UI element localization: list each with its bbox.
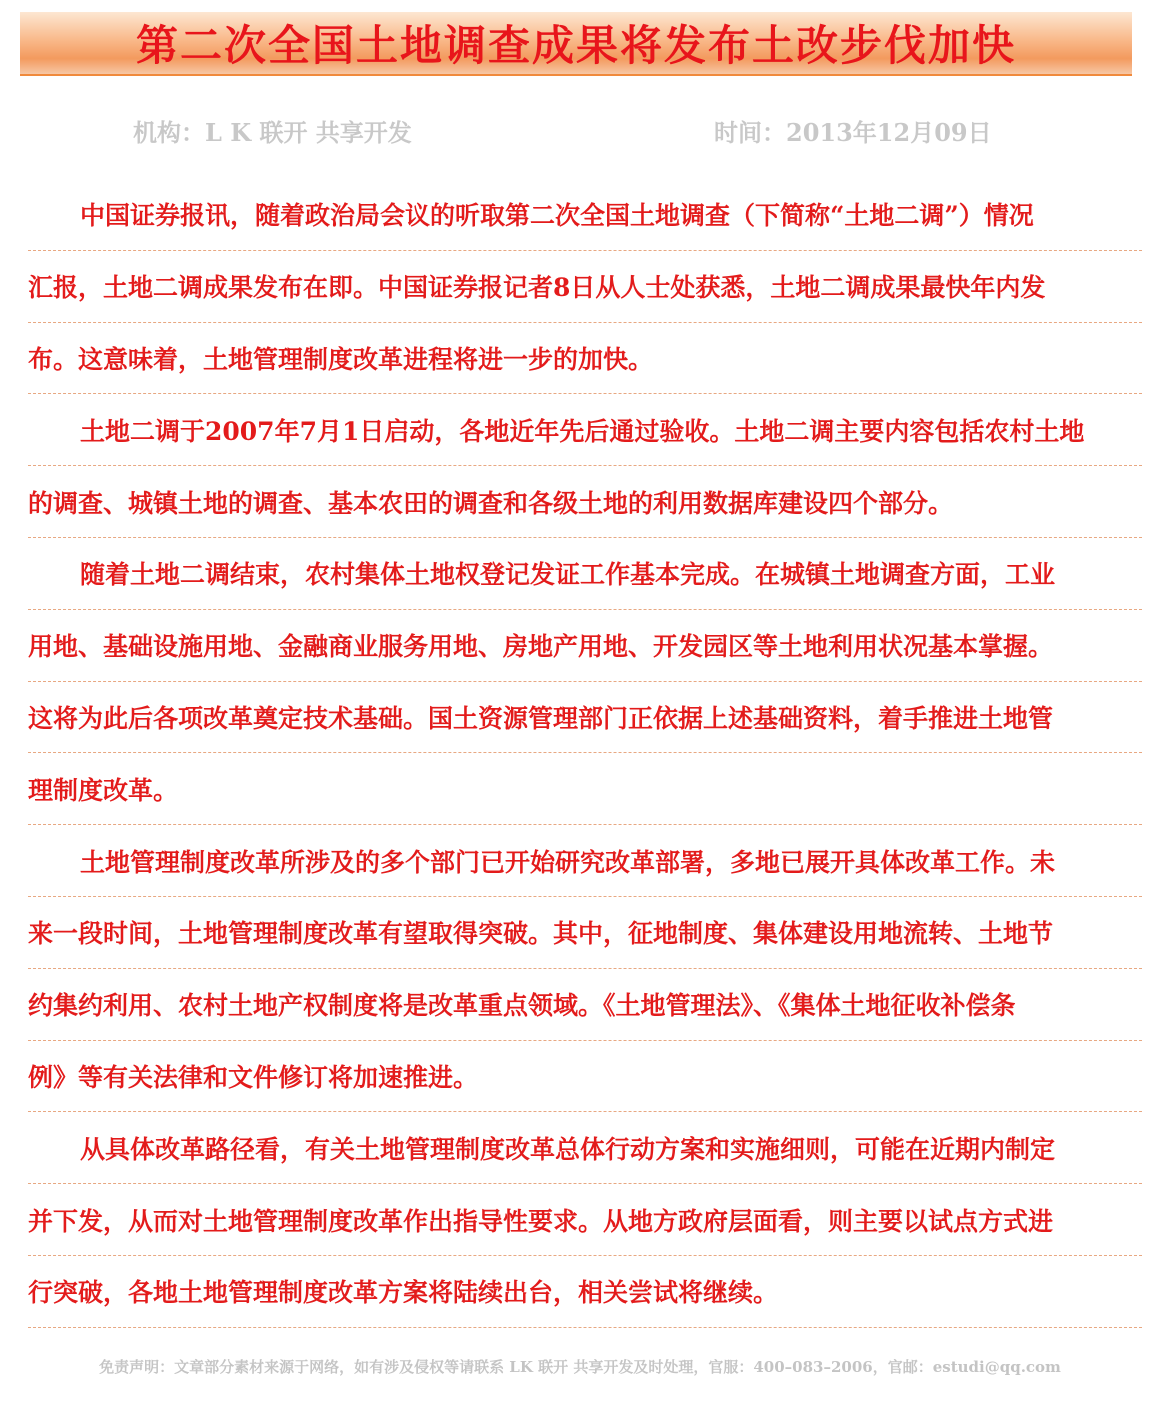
paragraph-line: 汇报，土地二调成果发布在即。中国证券报记者8日从人士处获悉，土地二调成果最快年内发: [28, 251, 1142, 323]
paragraph-line: 随着土地二调结束，农村集体土地权登记发证工作基本完成。在城镇土地调查方面，工业: [28, 538, 1142, 610]
title-banner: [20, 12, 1132, 76]
organization-label: 机构：L K 联开 共享开发: [133, 118, 412, 147]
paragraph-line: 从具体改革路径看，有关土地管理制度改革总体行动方案和实施细则，可能在近期内制定: [28, 1112, 1142, 1184]
article-body: [28, 179, 1142, 1328]
paragraph-line: 这将为此后各项改革奠定技术基础。国土资源管理部门正依据上述基础资料，着手推进土地管: [28, 682, 1142, 754]
paragraph-line: 并下发，从而对土地管理制度改革作出指导性要求。从地方政府层面看，则主要以试点方式进: [28, 1184, 1142, 1256]
paragraph-line: 理制度改革。: [28, 753, 1142, 825]
paragraph-line: 用地、基础设施用地、金融商业服务用地、房地产用地、开发园区等土地利用状况基本掌握。: [28, 610, 1142, 682]
paragraph-line: 例》等有关法律和文件修订将加速推进。: [28, 1041, 1142, 1113]
paragraph-line: 的调查、城镇土地的调查、基本农田的调查和各级土地的利用数据库建设四个部分。: [28, 466, 1142, 538]
paragraph-line: 约集约利用、农村土地产权制度将是改革重点领域。《土地管理法》、《集体土地征收补偿条: [28, 969, 1142, 1041]
paragraph-line: 来一段时间，土地管理制度改革有望取得突破。其中，征地制度、集体建设用地流转、土地节: [28, 897, 1142, 969]
paragraph-line: 土地二调于2007年7月1日启动，各地近年先后通过验收。土地二调主要内容包括农村土地: [28, 394, 1142, 466]
paragraph-line: 行突破，各地土地管理制度改革方案将陆续出台，相关尝试将继续。: [28, 1256, 1142, 1328]
article-title: 第二次全国土地调查成果将发布土改步伐加快: [135, 21, 1016, 70]
disclaimer: 免责声明：文章部分素材来源于网络，如有涉及侵权等请联系 LK 联开 共享开发及时处理，官服：400–083–2006，官邮：estudi@qq.com: [99, 1358, 1061, 1376]
paragraph-line: 土地管理制度改革所涉及的多个部门已开始研究改革部署，多地已展开具体改革工作。未: [28, 825, 1142, 897]
paragraph-line: 布。这意味着，土地管理制度改革进程将进一步的加快。: [28, 323, 1142, 395]
meta-row: [0, 113, 1160, 153]
paragraph-line: 中国证券报讯，随着政治局会议的听取第二次全国土地调查（下简称“土地二调”）情况: [28, 179, 1142, 251]
publish-time: 时间：2013年12月09日: [714, 118, 992, 147]
